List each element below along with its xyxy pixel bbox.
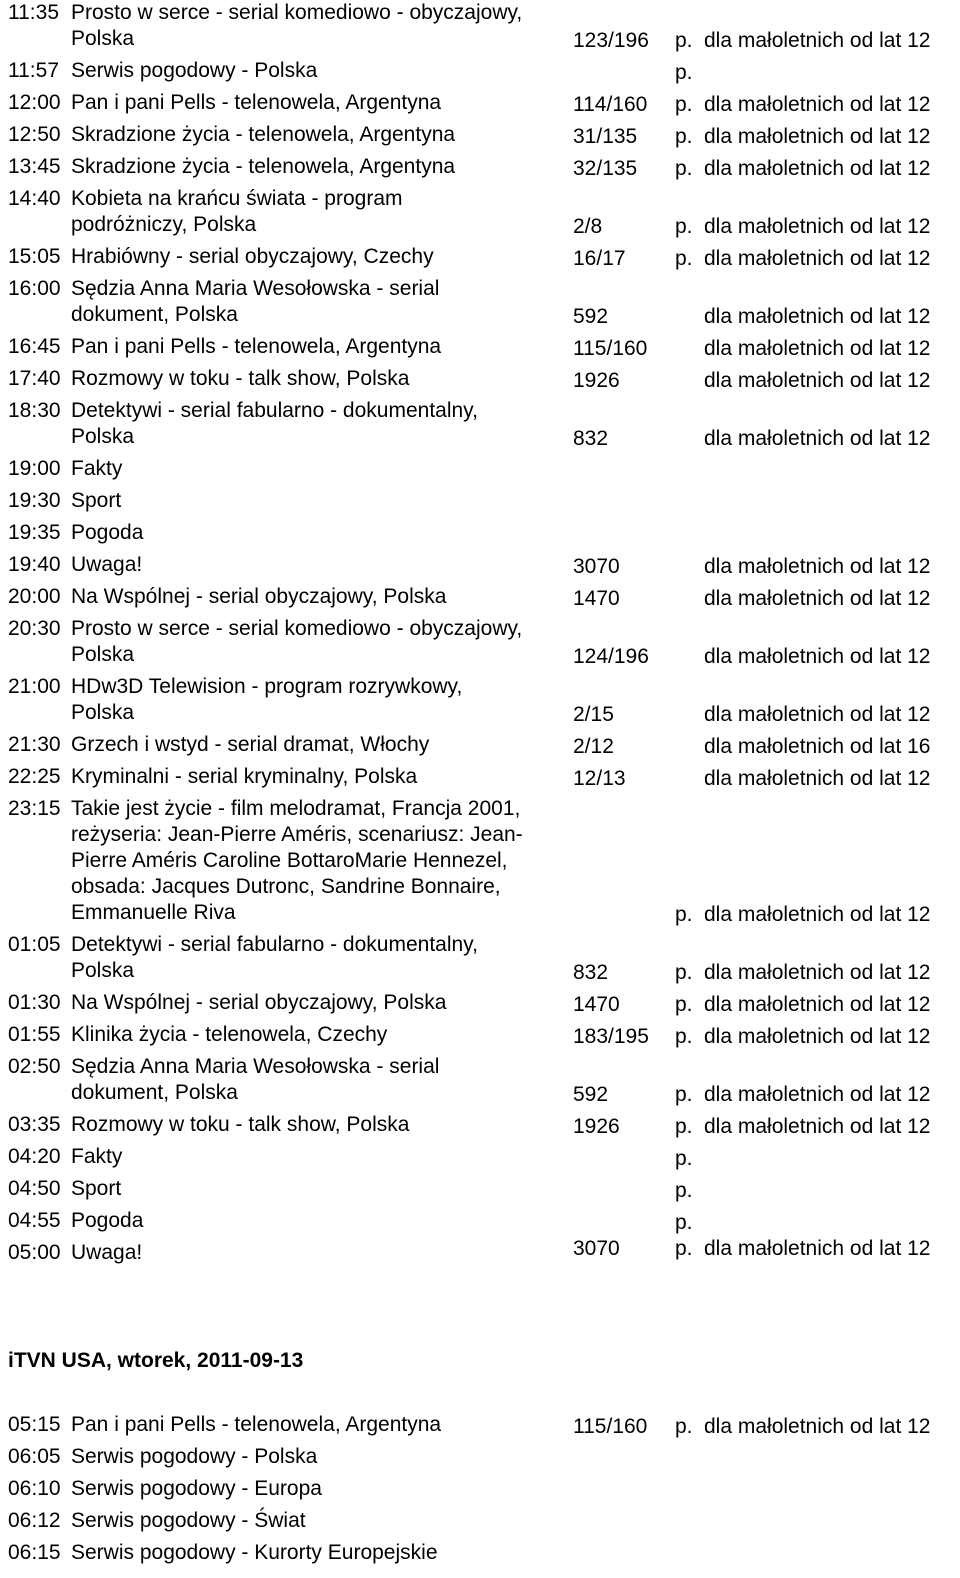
schedule-row bbox=[0, 764, 960, 796]
program-title: Sędzia Anna Maria Wesołowska - serial dokument, Polska bbox=[71, 1055, 440, 1104]
program-title: Fakty bbox=[71, 457, 123, 480]
premiere-marker: p. bbox=[675, 125, 693, 148]
episode-number: 115/160 bbox=[573, 1415, 648, 1438]
age-rating: dla małoletnich od lat 12 bbox=[704, 125, 931, 148]
schedule-row bbox=[0, 398, 960, 456]
program-title: Sport bbox=[71, 489, 122, 512]
episode-number: 183/195 bbox=[573, 1025, 649, 1048]
schedule-row bbox=[0, 1054, 960, 1112]
schedule-row bbox=[0, 1476, 960, 1508]
episode-number: 592 bbox=[573, 1083, 609, 1106]
program-time: 20:00 bbox=[8, 585, 61, 608]
program-time: 06:15 bbox=[8, 1541, 61, 1564]
episode-number: 32/135 bbox=[573, 157, 638, 180]
schedule-row bbox=[0, 1022, 960, 1054]
schedule-row bbox=[0, 674, 960, 732]
program-time: 05:15 bbox=[8, 1413, 61, 1436]
program-title: Serwis pogodowy - Polska bbox=[71, 59, 318, 82]
program-time: 01:55 bbox=[8, 1023, 61, 1046]
program-time: 22:25 bbox=[8, 765, 61, 788]
program-title: Prosto w serce - serial komediowo - obyczajowy, Polska bbox=[71, 1, 523, 50]
age-rating: dla małoletnich od lat 12 bbox=[704, 157, 931, 180]
age-rating: dla małoletnich od lat 12 bbox=[704, 1237, 931, 1260]
program-title: Rozmowy w toku - talk show, Polska bbox=[71, 367, 410, 390]
program-title: Pan i pani Pells - telenowela, Argentyna bbox=[71, 1413, 442, 1436]
program-time: 16:45 bbox=[8, 335, 61, 358]
program-time: 20:30 bbox=[8, 617, 61, 640]
program-title: HDw3D Telewision - program rozrywkowy, Polska bbox=[71, 675, 463, 724]
program-title: Sędzia Anna Maria Wesołowska - serial dokument, Polska bbox=[71, 277, 440, 326]
age-rating: dla małoletnich od lat 12 bbox=[704, 93, 931, 116]
program-time: 03:35 bbox=[8, 1113, 61, 1136]
schedule-row bbox=[0, 456, 960, 488]
premiere-marker: p. bbox=[675, 993, 693, 1016]
premiere-marker: p. bbox=[675, 61, 693, 84]
schedule-row bbox=[0, 186, 960, 244]
episode-number: 115/160 bbox=[573, 337, 648, 360]
schedule-row bbox=[0, 1176, 960, 1208]
age-rating: dla małoletnich od lat 12 bbox=[704, 337, 931, 360]
age-rating: dla małoletnich od lat 12 bbox=[704, 555, 931, 578]
program-time: 12:00 bbox=[8, 91, 61, 114]
program-title: Fakty bbox=[71, 1145, 123, 1168]
program-title: Detektywi - serial fabularno - dokumentalny, Polska bbox=[71, 933, 478, 982]
program-title: Na Wspólnej - serial obyczajowy, Polska bbox=[71, 585, 447, 608]
episode-number: 1470 bbox=[573, 587, 620, 610]
schedule-row bbox=[0, 1144, 960, 1176]
program-time: 23:15 bbox=[8, 797, 61, 820]
episode-number: 832 bbox=[573, 961, 609, 984]
episode-number: 2/12 bbox=[573, 735, 614, 758]
premiere-marker: p. bbox=[675, 93, 693, 116]
schedule-row bbox=[0, 334, 960, 366]
program-time: 01:30 bbox=[8, 991, 61, 1014]
age-rating: dla małoletnich od lat 12 bbox=[704, 587, 931, 610]
schedule-list-2 bbox=[0, 1412, 960, 1566]
program-title: Takie jest życie - film melodramat, Francja 2001, reżyseria: Jean-Pierre Améris, scenariusz: Jean- Pierre Améris Caroline BottaroMarie Hennezel, obsada: Jacques Dutronc, Sandrine Bonnaire, Emmanuelle Riva bbox=[71, 797, 523, 924]
program-time: 04:55 bbox=[8, 1209, 61, 1232]
premiere-marker: p. bbox=[675, 1147, 693, 1170]
premiere-marker: p. bbox=[675, 1083, 693, 1106]
program-time: 12:50 bbox=[8, 123, 61, 146]
program-time: 11:35 bbox=[8, 1, 59, 24]
episode-number: 1926 bbox=[573, 1115, 620, 1138]
schedule-row bbox=[0, 1508, 960, 1540]
program-title: Detektywi - serial fabularno - dokumentalny, Polska bbox=[71, 399, 478, 448]
program-time: 06:12 bbox=[8, 1509, 61, 1532]
program-time: 16:00 bbox=[8, 277, 61, 300]
age-rating: dla małoletnich od lat 16 bbox=[704, 735, 931, 758]
episode-number: 3070 bbox=[573, 555, 620, 578]
age-rating: dla małoletnich od lat 12 bbox=[704, 993, 931, 1016]
episode-number: 592 bbox=[573, 305, 609, 328]
program-time: 21:30 bbox=[8, 733, 61, 756]
schedule-row bbox=[0, 616, 960, 674]
program-time: 06:05 bbox=[8, 1445, 61, 1468]
program-title: Sport bbox=[71, 1177, 122, 1200]
program-title: Serwis pogodowy - Polska bbox=[71, 1445, 318, 1468]
age-rating: dla małoletnich od lat 12 bbox=[704, 903, 931, 926]
program-time: 04:20 bbox=[8, 1145, 61, 1168]
program-title: Uwaga! bbox=[71, 1241, 143, 1264]
program-title: Serwis pogodowy - Świat bbox=[71, 1509, 306, 1532]
age-rating: dla małoletnich od lat 12 bbox=[704, 369, 931, 392]
program-time: 05:00 bbox=[8, 1241, 61, 1264]
program-title: Pogoda bbox=[71, 521, 144, 544]
schedule-row bbox=[0, 90, 960, 122]
age-rating: dla małoletnich od lat 12 bbox=[704, 305, 931, 328]
episode-number: 2/8 bbox=[573, 215, 603, 238]
premiere-marker: p. bbox=[675, 1115, 693, 1138]
schedule-row bbox=[0, 796, 960, 932]
schedule-row bbox=[0, 1112, 960, 1144]
schedule-row bbox=[0, 122, 960, 154]
episode-number: 1926 bbox=[573, 369, 620, 392]
age-rating: dla małoletnich od lat 12 bbox=[704, 215, 931, 238]
schedule-row bbox=[0, 154, 960, 186]
age-rating: dla małoletnich od lat 12 bbox=[704, 247, 931, 270]
episode-number: 12/13 bbox=[573, 767, 626, 790]
episode-number: 1470 bbox=[573, 993, 620, 1016]
premiere-marker: p. bbox=[675, 961, 693, 984]
program-time: 04:50 bbox=[8, 1177, 61, 1200]
program-title: Pogoda bbox=[71, 1209, 144, 1232]
premiere-marker: p. bbox=[675, 1025, 693, 1048]
schedule-row bbox=[0, 990, 960, 1022]
program-time: 06:10 bbox=[8, 1477, 61, 1500]
program-title: Serwis pogodowy - Europa bbox=[71, 1477, 322, 1500]
episode-number: 114/160 bbox=[573, 93, 648, 116]
premiere-marker: p. bbox=[675, 903, 693, 926]
schedule-row bbox=[0, 1412, 960, 1444]
age-rating: dla małoletnich od lat 12 bbox=[704, 1115, 931, 1138]
program-title: Kobieta na krańcu świata - program podróżniczy, Polska bbox=[71, 187, 403, 236]
program-time: 19:35 bbox=[8, 521, 61, 544]
schedule-row bbox=[0, 932, 960, 990]
program-title: Hrabiówny - serial obyczajowy, Czechy bbox=[71, 245, 434, 268]
age-rating: dla małoletnich od lat 12 bbox=[704, 1083, 931, 1106]
program-time: 02:50 bbox=[8, 1055, 61, 1078]
episode-number: 2/15 bbox=[573, 703, 614, 726]
episode-number: 124/196 bbox=[573, 645, 649, 668]
premiere-marker: p. bbox=[675, 1237, 693, 1260]
episode-number: 16/17 bbox=[573, 247, 626, 270]
age-rating: dla małoletnich od lat 12 bbox=[704, 645, 931, 668]
program-time: 18:30 bbox=[8, 399, 61, 422]
schedule-row bbox=[0, 488, 960, 520]
program-time: 21:00 bbox=[8, 675, 61, 698]
channel-heading: iTVN USA, wtorek, 2011-09-13 bbox=[8, 1349, 304, 1372]
episode-number: 123/196 bbox=[573, 29, 649, 52]
schedule-row bbox=[0, 58, 960, 90]
program-time: 01:05 bbox=[8, 933, 61, 956]
program-title: Uwaga! bbox=[71, 553, 143, 576]
schedule-row bbox=[0, 244, 960, 276]
schedule-row bbox=[0, 276, 960, 334]
premiere-marker: p. bbox=[675, 157, 693, 180]
episode-number: 3070 bbox=[573, 1237, 620, 1260]
schedule-row bbox=[0, 366, 960, 398]
premiere-marker: p. bbox=[675, 247, 693, 270]
age-rating: dla małoletnich od lat 12 bbox=[704, 703, 931, 726]
program-time: 19:40 bbox=[8, 553, 61, 576]
premiere-marker: p. bbox=[675, 29, 693, 52]
program-title: Prosto w serce - serial komediowo - obyczajowy, Polska bbox=[71, 617, 523, 666]
program-time: 19:00 bbox=[8, 457, 61, 480]
age-rating: dla małoletnich od lat 12 bbox=[704, 1415, 931, 1438]
program-time: 13:45 bbox=[8, 155, 61, 178]
program-title: Kryminalni - serial kryminalny, Polska bbox=[71, 765, 418, 788]
program-time: 19:30 bbox=[8, 489, 61, 512]
schedule-row bbox=[0, 0, 960, 58]
premiere-marker: p. bbox=[675, 1415, 693, 1438]
schedule-row bbox=[0, 584, 960, 616]
program-title: Grzech i wstyd - serial dramat, Włochy bbox=[71, 733, 430, 756]
schedule-row bbox=[0, 520, 960, 552]
age-rating: dla małoletnich od lat 12 bbox=[704, 961, 931, 984]
schedule-row bbox=[0, 552, 960, 584]
program-time: 15:05 bbox=[8, 245, 61, 268]
program-title: Serwis pogodowy - Kurorty Europejskie bbox=[71, 1541, 438, 1564]
program-title: Pan i pani Pells - telenowela, Argentyna bbox=[71, 91, 442, 114]
episode-number: 832 bbox=[573, 427, 609, 450]
program-time: 14:40 bbox=[8, 187, 61, 210]
program-time: 17:40 bbox=[8, 367, 61, 390]
program-title: Rozmowy w toku - talk show, Polska bbox=[71, 1113, 410, 1136]
episode-number: 31/135 bbox=[573, 125, 638, 148]
program-title: Na Wspólnej - serial obyczajowy, Polska bbox=[71, 991, 447, 1014]
program-title: Klinika życia - telenowela, Czechy bbox=[71, 1023, 388, 1046]
age-rating: dla małoletnich od lat 12 bbox=[704, 29, 931, 52]
program-title: Pan i pani Pells - telenowela, Argentyna bbox=[71, 335, 442, 358]
schedule-row bbox=[0, 1540, 960, 1566]
premiere-marker: p. bbox=[675, 215, 693, 238]
schedule-row bbox=[0, 1444, 960, 1476]
program-title: Skradzione życia - telenowela, Argentyna bbox=[71, 123, 456, 146]
premiere-marker: p. bbox=[675, 1211, 693, 1234]
schedule-row bbox=[0, 732, 960, 764]
schedule-row bbox=[0, 1237, 960, 1266]
program-time: 11:57 bbox=[8, 59, 59, 82]
age-rating: dla małoletnich od lat 12 bbox=[704, 767, 931, 790]
age-rating: dla małoletnich od lat 12 bbox=[704, 1025, 931, 1048]
program-title: Skradzione życia - telenowela, Argentyna bbox=[71, 155, 456, 178]
age-rating: dla małoletnich od lat 12 bbox=[704, 427, 931, 450]
premiere-marker: p. bbox=[675, 1179, 693, 1202]
